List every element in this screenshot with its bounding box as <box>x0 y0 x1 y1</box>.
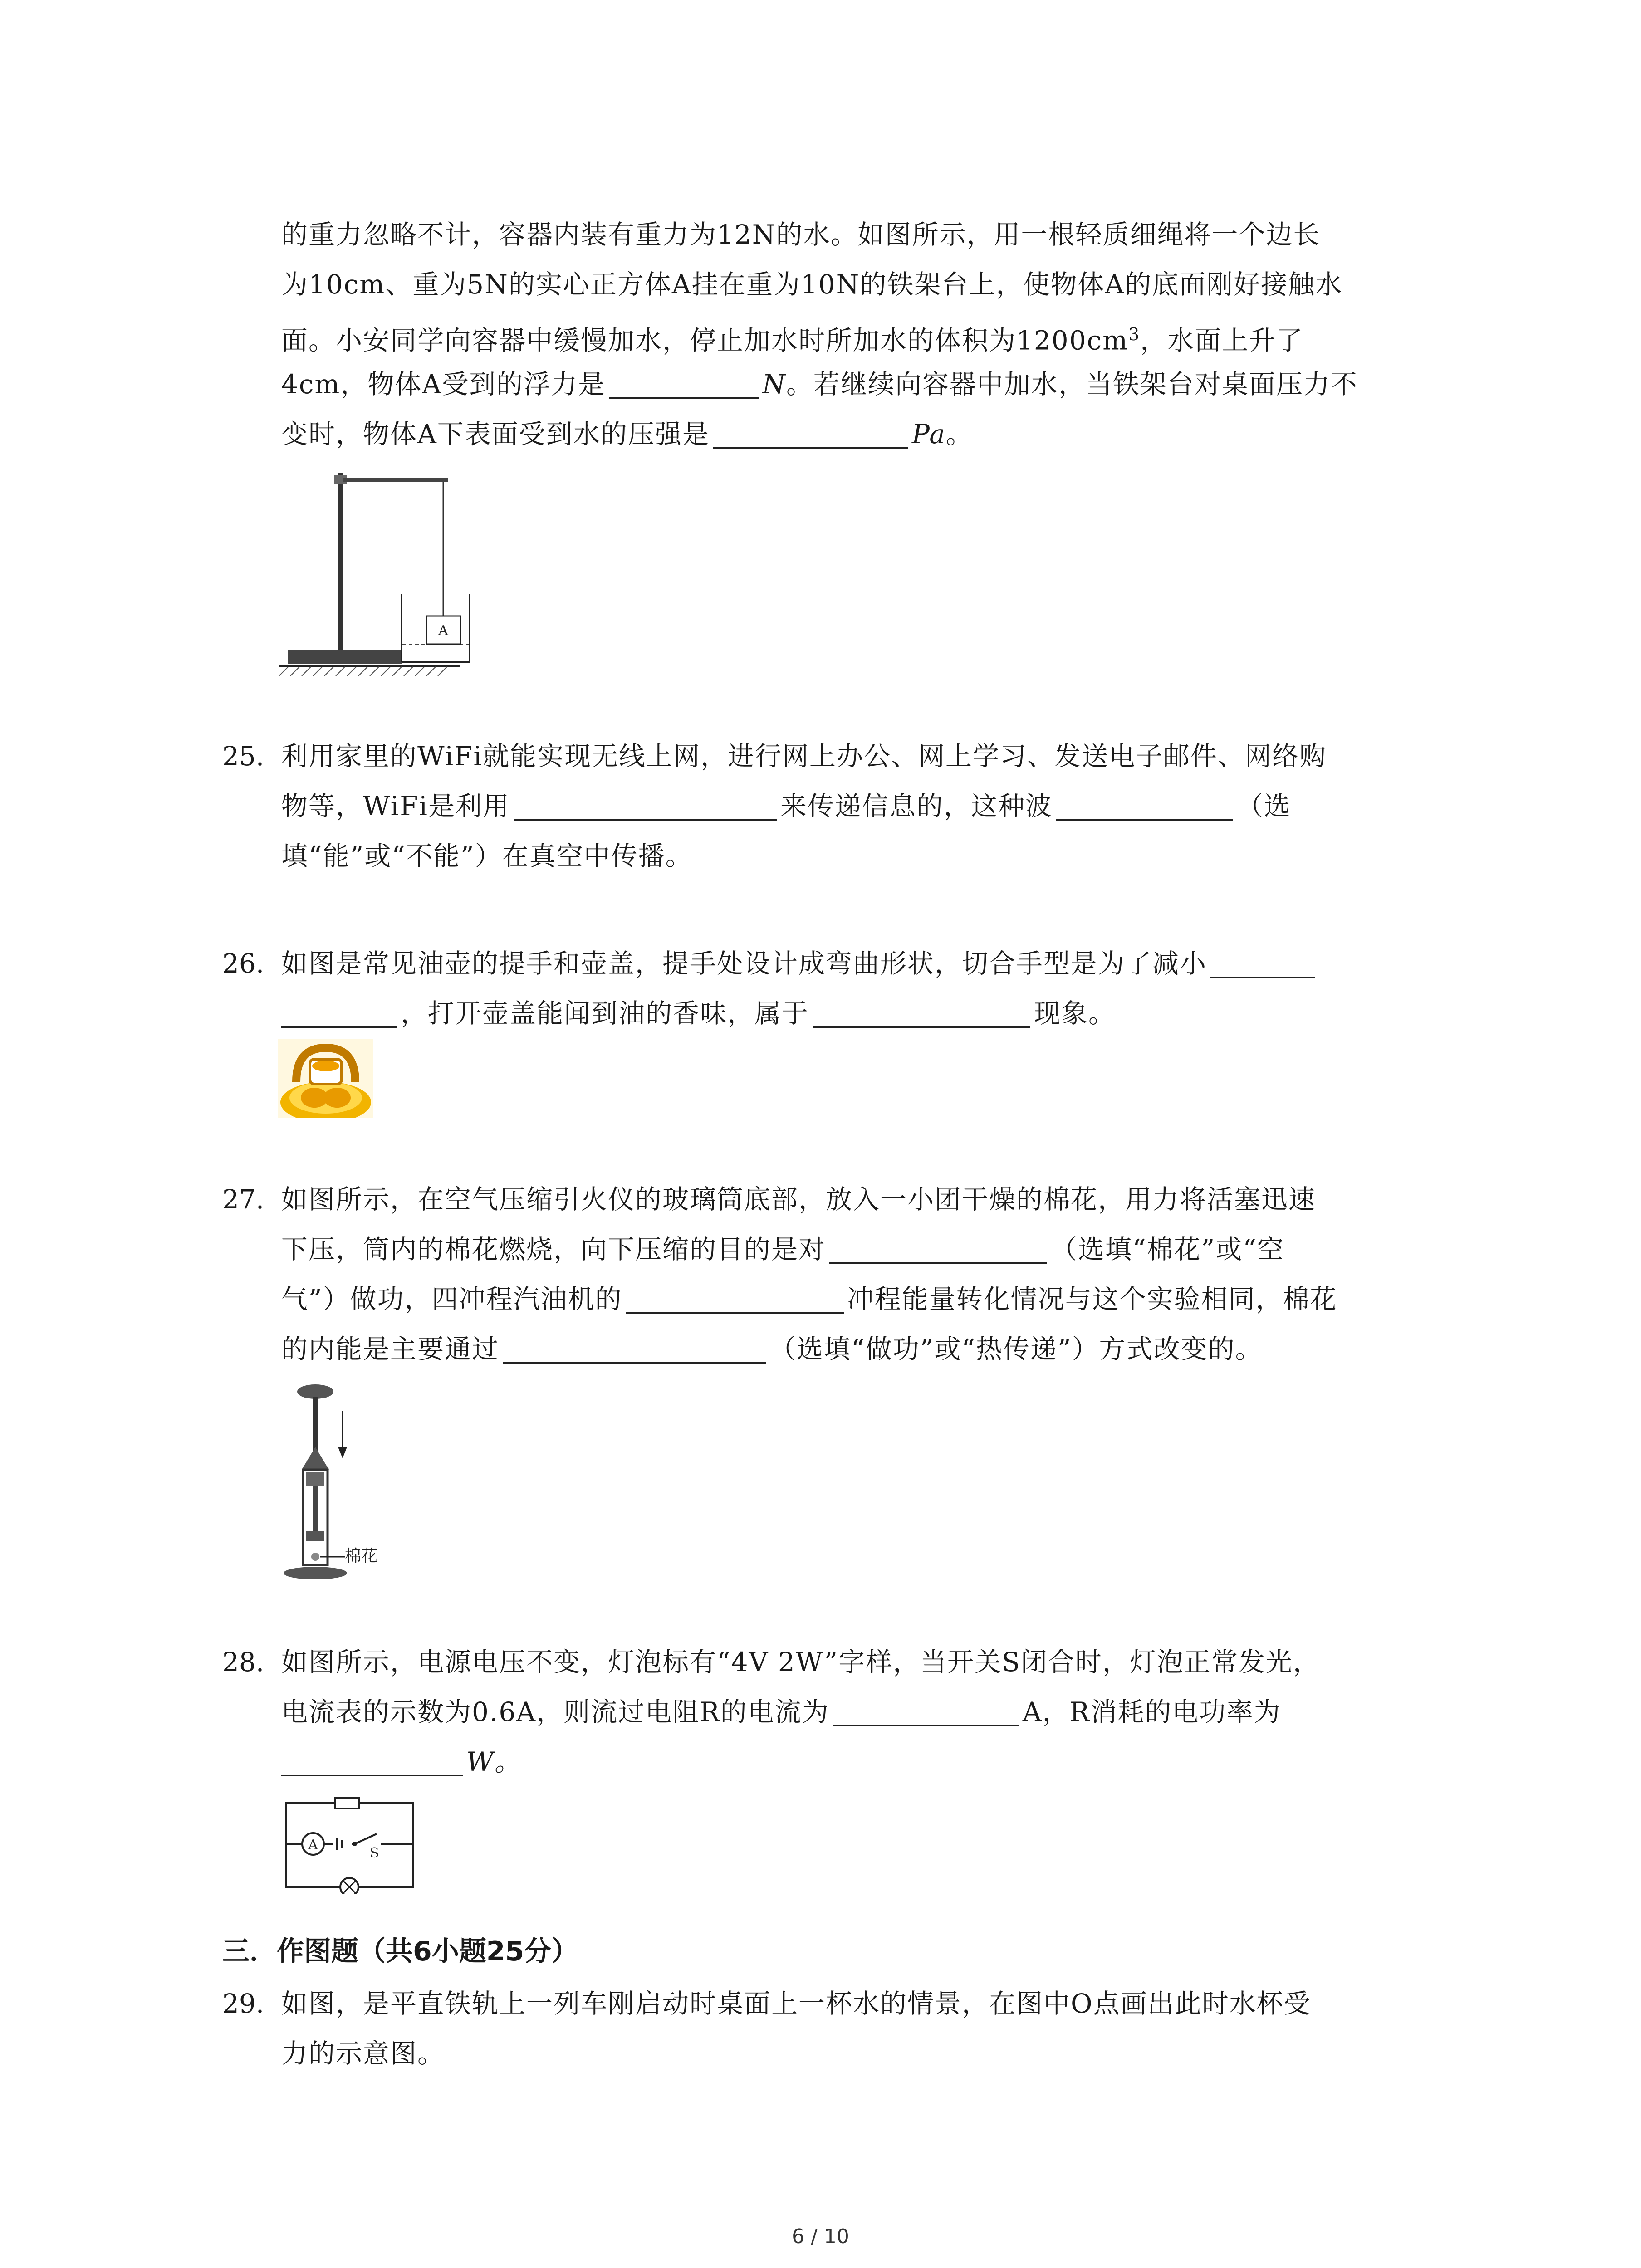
page-number: 6 / 10 <box>792 2225 849 2248</box>
q28-line-2 <box>281 1694 1281 1730</box>
q29-number: 29. <box>222 1988 265 2019</box>
q28-unit-w: W。 <box>466 1746 522 1777</box>
cotton-label: 棉花 <box>345 1547 378 1565</box>
igniter-figure <box>277 1379 395 1588</box>
switch-label: S <box>370 1845 379 1861</box>
q24-line-5-text: 变时，物体A下表面受到水的压强是 <box>281 419 710 450</box>
q29-line-1: 如图，是平直铁轨上一列车刚启动时桌面上一杯水的情景，在图中O点画出此时水杯受 <box>281 1988 1311 2019</box>
q27-line-2-a: 下压，筒内的棉花燃烧，向下压缩的目的是对 <box>281 1234 826 1265</box>
q29-line-2: 力的示意图。 <box>281 2038 445 2069</box>
q25-line-2-b: 来传递信息的，这种波 <box>780 791 1053 821</box>
q25-number: 25. <box>222 741 265 772</box>
q25-answer-blank-1[interactable] <box>514 792 777 821</box>
stand-figure <box>279 463 470 680</box>
q26-line-2-a: ，打开壶盖能闻到油的香味，属于 <box>401 998 809 1029</box>
q27-line-3 <box>281 1281 1337 1317</box>
q24-line-4-text: 4cm，物体A受到的浮力是 <box>281 369 606 400</box>
q27-answer-blank-1[interactable] <box>829 1235 1047 1264</box>
circuit-figure <box>281 1789 422 1894</box>
q28-line-1: 如图所示，电源电压不变，灯泡标有“4V 2W”字样，当开关S闭合时，灯泡正常发光， <box>281 1647 1320 1677</box>
q27-line-2-b: （选填“棉花”或“空 <box>1051 1234 1284 1265</box>
q27-line-3-b: 冲程能量转化情况与这个实验相同，棉花 <box>847 1284 1337 1315</box>
q28-number: 28. <box>222 1647 265 1677</box>
q27-line-1: 如图所示，在空气压缩引火仪的玻璃筒底部，放入一小团干燥的棉花，用力将活塞迅速 <box>281 1184 1316 1215</box>
q24-line-3 <box>281 317 1303 358</box>
q24-line-2: 为10cm、重为5N的实心正方体A挂在重为10N的铁架台上，使物体A的底面刚好接触水 <box>281 269 1343 300</box>
q26-answer-blank-2[interactable] <box>813 999 1030 1028</box>
q24-line-4 <box>281 367 1358 402</box>
q24-line-1: 的重力忽略不计，容器内装有重力为12N的水。如图所示，用一根轻质细绳将一个边长 <box>281 219 1321 250</box>
q28-answer-blank-1[interactable] <box>833 1698 1019 1726</box>
q26-line-2 <box>281 996 1116 1031</box>
q26-number: 26. <box>222 948 265 979</box>
q28-line-2-b: A，R消耗的电功率为 <box>1022 1696 1281 1727</box>
q27-line-4-b: （选填“做功”或“热传递”）方式改变的。 <box>769 1334 1263 1364</box>
q27-line-3-a: 气”）做功，四冲程汽油机的 <box>281 1284 622 1315</box>
cube-a-label: A <box>438 623 448 639</box>
q24-line-5 <box>281 416 973 452</box>
q27-line-2 <box>281 1232 1284 1267</box>
q26-line-2-b: 现象。 <box>1034 998 1116 1029</box>
oil-can-figure <box>278 1039 373 1118</box>
q24-unit-pa: Pa <box>911 419 946 450</box>
q26-answer-blank-1a[interactable] <box>1210 949 1315 978</box>
q24-line-3-tail: ，水面上升了 <box>1140 325 1304 356</box>
q26-line-1-text: 如图是常见油壶的提手和壶盖，提手处设计成弯曲形状，切合手型是为了减小 <box>281 948 1207 979</box>
q27-answer-blank-2[interactable] <box>626 1285 844 1314</box>
q25-line-2-a: 物等，WiFi是利用 <box>281 791 510 821</box>
q24-unit-n: N <box>762 369 787 400</box>
q24-exponent: 3 <box>1128 324 1141 344</box>
q25-line-1: 利用家里的WiFi就能实现无线上网，进行网上办公、网上学习、发送电子邮件、网络购 <box>281 741 1327 772</box>
q26-line-1 <box>281 946 1318 981</box>
q27-line-4-a: 的内能是主要通过 <box>281 1334 500 1364</box>
q24-line-3-text: 面。小安同学向容器中缓慢加水，停止加水时所加水的体积为1200cm <box>281 325 1129 356</box>
q28-answer-blank-2[interactable] <box>281 1748 463 1776</box>
q27-number: 27. <box>222 1184 265 1215</box>
q26-answer-blank-1b[interactable] <box>281 999 397 1028</box>
q25-line-2-c: （选 <box>1236 791 1291 821</box>
q25-line-3: 填“能”或“不能”）在真空中传播。 <box>281 841 693 871</box>
q24-line-4-tail: 。若继续向容器中加水，当铁架台对桌面压力不 <box>786 369 1358 400</box>
ammeter-label: A <box>308 1837 318 1853</box>
section-heading: 三．作图题（共6小题25分） <box>222 1936 579 1967</box>
q27-line-4 <box>281 1331 1263 1367</box>
q24-answer-blank-2[interactable] <box>713 420 908 449</box>
q25-answer-blank-2[interactable] <box>1056 792 1233 821</box>
q24-answer-blank-1[interactable] <box>609 370 759 399</box>
q27-answer-blank-3[interactable] <box>503 1335 766 1364</box>
q24-line-5-tail: 。 <box>945 419 973 450</box>
q28-line-2-a: 电流表的示数为0.6A，则流过电阻R的电流为 <box>281 1696 829 1727</box>
q28-line-3 <box>281 1744 522 1779</box>
q25-line-2 <box>281 788 1291 824</box>
